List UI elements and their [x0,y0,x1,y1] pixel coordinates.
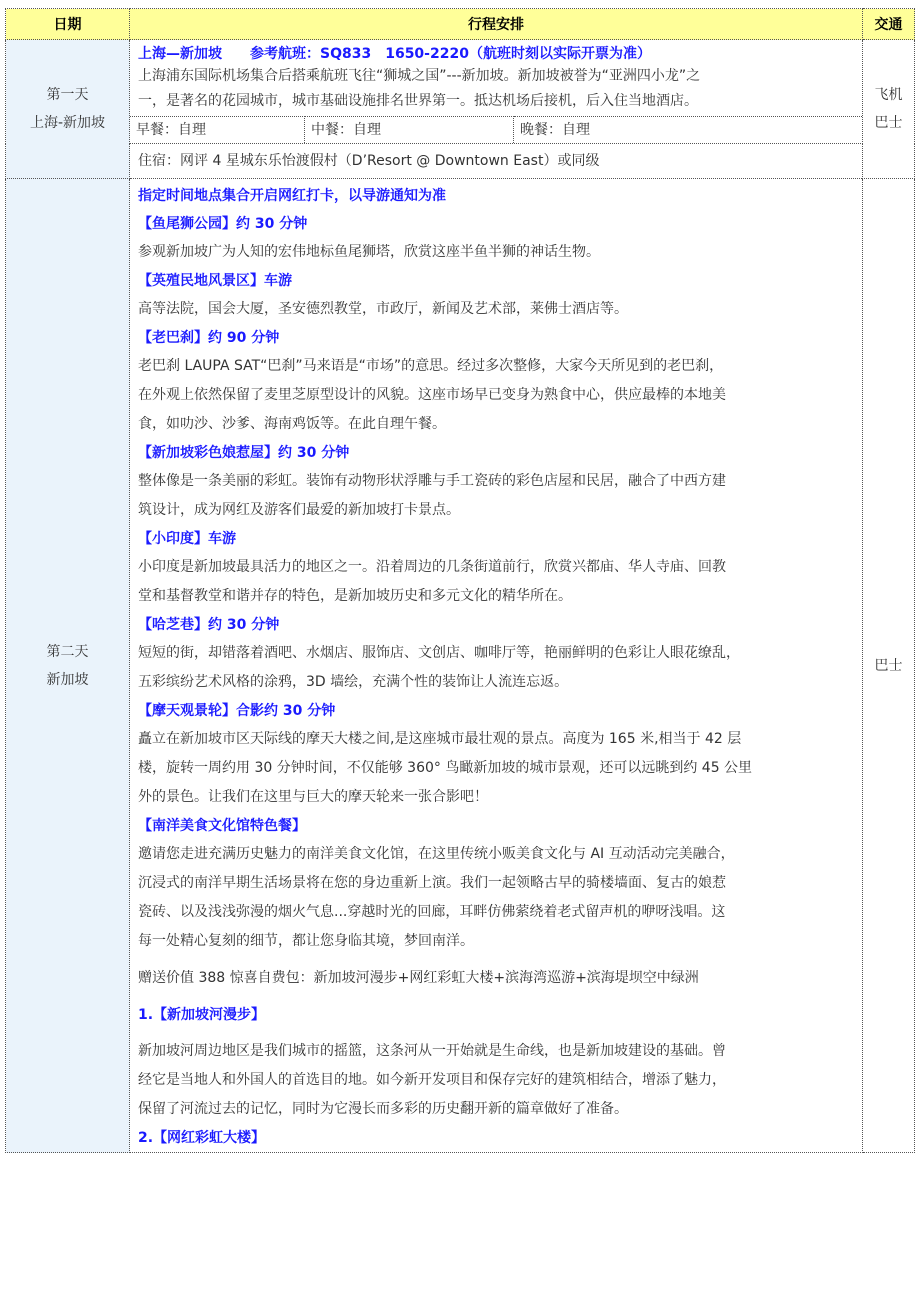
sight-food-text-4: 每一处精心复刻的细节，都让您身临其境，梦回南洋。 [138,933,474,949]
day1-row [6,40,915,144]
sight-colonial-title: 【英殖民地风景区】车游 [138,273,292,289]
day1-breakfast: 早餐：自理 [130,117,305,144]
header-date: 日期 [6,9,130,40]
sight-colonial-text: 高等法院，国会大厦，圣安德烈教堂，市政厅，新闻及艺术部，莱佛士酒店等。 [138,301,628,317]
day1-transport-2: 巴士 [874,115,903,131]
sight-flyer-text-2: 楼，旋转一周约用 30 分钟时间，不仅能够 360° 鸟瞰新加坡的城市景观，还可以远眺到约 45 公里 [138,760,753,776]
sight-littleindia-title: 【小印度】车游 [138,531,236,547]
day2-schedule-cell [130,179,863,1153]
sight-flyer-title: 【摩天观景轮】合影约 30 分钟 [138,703,336,719]
day2-transport-cell [863,179,915,1153]
gift-river-text-2: 经它是当地人和外国人的首选目的地。如今新开发项目和保存完好的建筑相结合，增添了魅力， [138,1072,726,1088]
sight-laupasat-title: 【老巴刹】约 90 分钟 [138,330,280,346]
day1-text-2: 一，是著名的花园城市，城市基础设施排名世界第一。抵达机场后接机，后入住当地酒店。 [138,93,698,109]
gift-rainbow-title: 2.【网红彩虹大楼】 [138,1130,266,1146]
day1-label: 第一天 [46,87,89,103]
sight-littleindia-text-1: 小印度是新加坡最具活力的地区之一。沿着周边的几条街道前行，欣赏兴都庙、华人寺庙、回教 [138,559,726,575]
sight-laupasat-text-3: 食，如叻沙、沙爹、海南鸡饭等。在此自理午餐。 [138,416,446,432]
day1-flight-line: 上海—新加坡 参考航班：SQ833 1650-2220（航班时刻以实际开票为准） [138,46,651,62]
sight-peranakan-text-1: 整体像是一条美丽的彩虹。装饰有动物形状浮雕与手工瓷砖的彩色店屋和民居，融合了中西方建 [138,473,726,489]
header-schedule: 行程安排 [130,9,863,40]
gift-river-title: 1.【新加坡河漫步】 [138,1007,266,1023]
itinerary-table [5,8,915,1153]
sight-littleindia-text-2: 堂和基督教堂和谐并存的特色，是新加坡历史和多元文化的精华所在。 [138,588,572,604]
day2-intro: 指定时间地点集合开启网红打卡，以导游通知为准 [138,188,446,204]
sight-hajilane-text-1: 短短的街，却错落着酒吧、水烟店、服饰店、文创店、咖啡厅等，艳丽鲜明的色彩让人眼花缭乱， [138,645,740,661]
gift-river-text-1: 新加坡河周边地区是我们城市的摇篮，这条河从一开始就是生命线，也是新加坡建设的基础。曾 [138,1043,726,1059]
day1-lodging-row [6,144,915,179]
gift-package-text: 赠送价值 388 惊喜自费包：新加坡河漫步+网红彩虹大楼+滨海湾巡游+滨海堤坝空中绿洲 [138,970,699,986]
sight-flyer-text-1: 矗立在新加坡市区天际线的摩天大楼之间,是这座城市最壮观的景点。高度为 165 米,相当于 42 层 [138,731,742,747]
day1-dinner: 晚餐：自理 [514,117,863,144]
sight-peranakan-title: 【新加坡彩色娘惹屋】约 30 分钟 [138,445,350,461]
sight-laupasat-text-1: 老巴刹 LAUPA SAT“巴刹”马来语是“市场”的意思。经过多次整修，大家今天所见到的老巴刹， [138,358,724,374]
sight-peranakan-text-2: 筑设计，成为网红及游客们最爱的新加坡打卡景点。 [138,502,460,518]
day2-label: 第二天 [46,643,89,660]
day1-text-1: 上海浦东国际机场集合后搭乘航班飞往“狮城之国”---新加坡。新加坡被誉为“亚洲四小龙”之 [138,68,701,84]
sight-hajilane-text-2: 五彩缤纷艺术风格的涂鸦，3D 墙绘，充满个性的装饰让人流连忘返。 [138,674,569,690]
day1-lunch: 中餐：自理 [305,117,514,144]
sight-laupasat-text-2: 在外观上依然保留了麦里芝原型设计的风貌。这座市场早已变身为熟食中心，供应最棒的本地美 [138,387,726,403]
day1-schedule-cell [130,40,863,144]
sight-flyer-text-3: 外的景色。让我们在这里与巨大的摩天轮来一张合影吧！ [138,789,488,805]
sight-merlion-title: 【鱼尾狮公园】约 30 分钟 [138,216,308,232]
day1-transport-cell [863,40,915,179]
sight-food-title: 【南洋美食文化馆特色餐】 [138,818,306,834]
sight-hajilane-title: 【哈芝巷】约 30 分钟 [138,617,280,633]
table-header-row [6,9,915,40]
day2-route: 新加坡 [46,671,89,688]
header-transport: 交通 [863,9,915,40]
gift-river-text-3: 保留了河流过去的记忆，同时为它漫长而多彩的历史翻开新的篇章做好了准备。 [138,1101,628,1117]
sight-food-text-2: 沉浸式的南洋早期生活场景将在您的身边重新上演。我们一起领略古早的骑楼墙面、复古的娘惹 [138,875,726,891]
day1-route: 上海-新加坡 [29,115,106,131]
day2-transport: 巴士 [874,657,903,674]
day1-lodging: 住宿：网评 4 星城东乐怡渡假村（D’Resort @ Downtown East）或同级 [130,144,863,179]
sight-merlion-text: 参观新加坡广为人知的宏伟地标鱼尾狮塔，欣赏这座半鱼半狮的神话生物。 [138,244,600,260]
sight-food-text-1: 邀请您走进充满历史魅力的南洋美食文化馆，在这里传统小贩美食文化与 AI 互动活动完美融合， [138,846,735,862]
day1-date-cell [6,40,130,179]
day2-row [6,179,915,1153]
sight-food-text-3: 瓷砖、以及浅浅弥漫的烟火气息...穿越时光的回廊，耳畔仿佛萦绕着老式留声机的咿呀浅唱。这 [138,904,726,920]
day1-meals [130,116,862,143]
day1-transport-1: 飞机 [874,87,903,103]
day2-date-cell [6,179,130,1153]
